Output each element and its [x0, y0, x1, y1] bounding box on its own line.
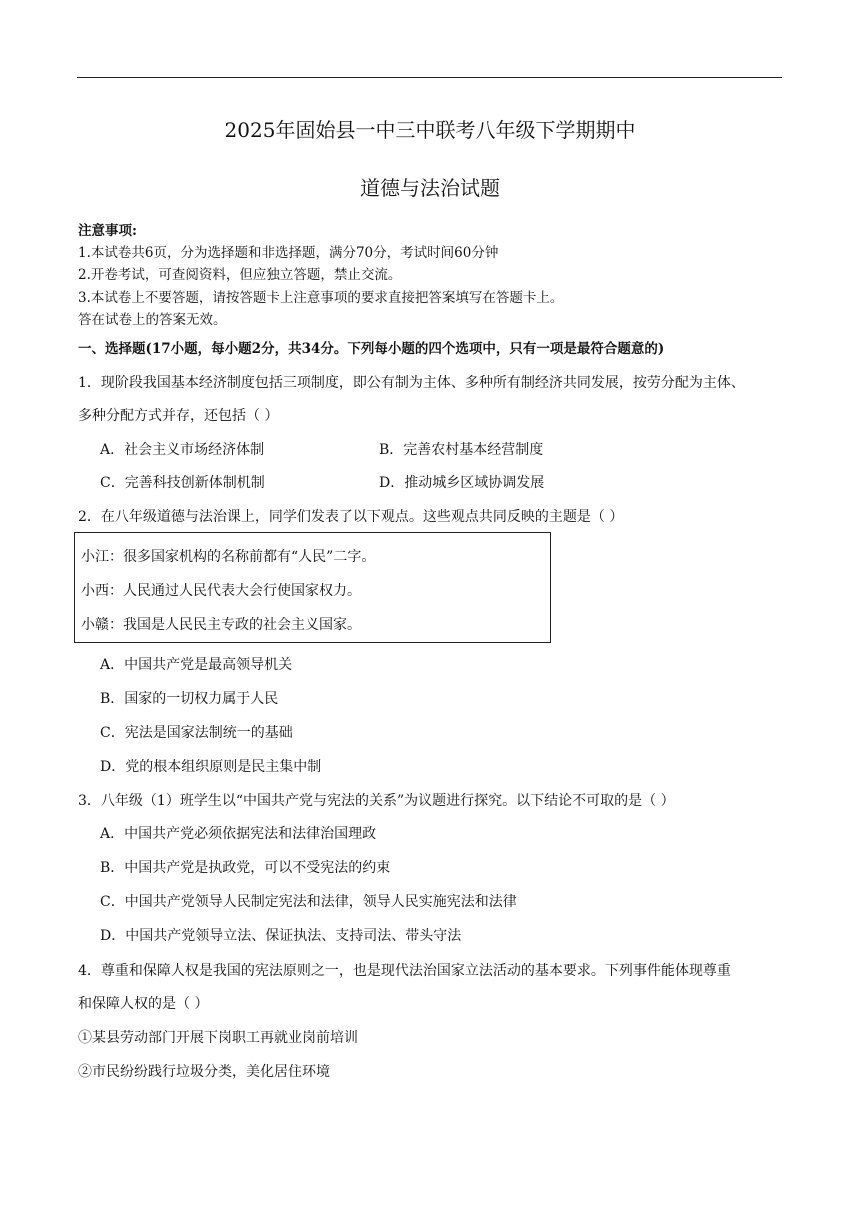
- notice-item: 2.开卷考试，可查阅资料，但应独立答题，禁止交流。: [78, 267, 402, 283]
- question-1-option-c: C．完善科技创新体制机制: [100, 475, 265, 491]
- quote-line: 小江：很多国家机构的名称前都有“人民”二字。: [81, 549, 376, 565]
- quote-box: [74, 532, 551, 643]
- question-3-stem: 3．八年级（1）班学生以“中国共产党与宪法的关系”为议题进行探究。以下结论不可取的是（ ）: [78, 793, 675, 809]
- notice-item: 1.本试卷共6页，分为选择题和非选择题，满分70分，考试时间60分钟: [78, 245, 499, 261]
- question-3-option-d: D．中国共产党领导立法、保证执法、支持司法、带头守法: [100, 928, 462, 944]
- notice-item: 答在试卷上的答案无效。: [78, 312, 227, 328]
- question-1-stem: 1．现阶段我国基本经济制度包括三项制度，即公有制为主体、多种所有制经济共同发展，按劳分配为主体、: [78, 375, 745, 391]
- question-2-option-b: B．国家的一切权力属于人民: [100, 691, 279, 707]
- header-rule: [77, 77, 782, 78]
- quote-line: 小西：人民通过人民代表大会行使国家权力。: [81, 583, 361, 599]
- question-2-option-d: D．党的根本组织原则是民主集中制: [100, 759, 322, 775]
- question-4-stem: 和保障人权的是（ ）: [78, 996, 209, 1012]
- section-heading: 一、选择题(17小题，每小题2分，共34分。下列每小题的四个选项中，只有一项是最符合题意的): [78, 341, 665, 357]
- exam-title: 2025年固始县一中三中联考八年级下学期期中: [224, 118, 636, 142]
- question-1-stem: 多种分配方式并存，还包括（ ）: [78, 408, 279, 424]
- question-2-option-c: C．宪法是国家法制统一的基础: [100, 725, 293, 741]
- exam-subtitle: 道德与法治试题: [360, 176, 500, 200]
- question-2-stem: 2．在八年级道德与法治课上，同学们发表了以下观点。这些观点共同反映的主题是（ ）: [78, 509, 624, 525]
- question-1-option-a: A．社会主义市场经济体制: [100, 442, 265, 458]
- question-4-statement: ②市民纷纷践行垃圾分类，美化居住环境: [78, 1064, 330, 1080]
- question-4-statement: ①某县劳动部门开展下岗职工再就业岗前培训: [78, 1030, 358, 1046]
- question-3-option-b: B．中国共产党是执政党，可以不受宪法的约束: [100, 860, 391, 876]
- notice-item: 3.本试卷上不要答题，请按答题卡上注意事项的要求直接把答案填写在答题卡上。: [78, 290, 564, 306]
- question-3-option-c: C．中国共产党领导人民制定宪法和法律，领导人民实施宪法和法律: [100, 894, 517, 910]
- notice-heading: 注意事项:: [78, 223, 137, 239]
- question-3-option-a: A．中国共产党必须依据宪法和法律治国理政: [100, 826, 377, 842]
- quote-line: 小赣：我国是人民民主专政的社会主义国家。: [81, 617, 361, 633]
- question-1-option-d: D．推动城乡区域协调发展: [379, 475, 545, 491]
- question-2-option-a: A．中国共产党是最高领导机关: [100, 657, 293, 673]
- question-4-stem: 4．尊重和保障人权是我国的宪法原则之一，也是现代法治国家立法活动的基本要求。下列事件能体现尊重: [78, 963, 731, 979]
- question-1-option-b: B．完善农村基本经营制度: [379, 442, 544, 458]
